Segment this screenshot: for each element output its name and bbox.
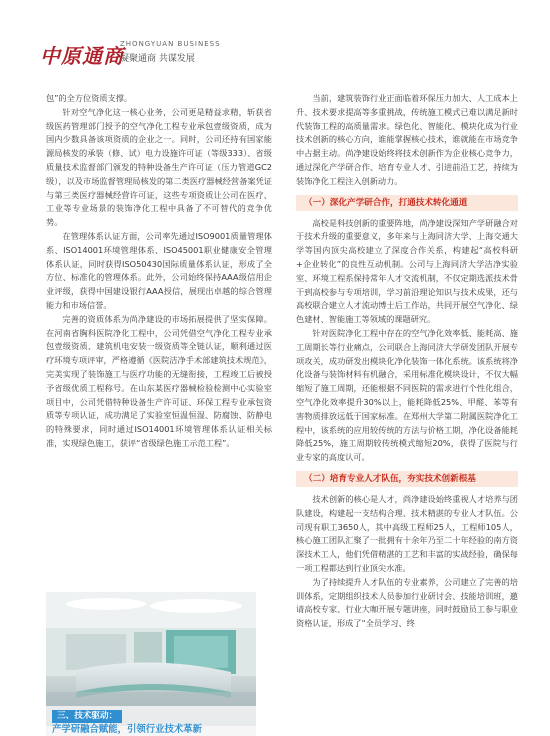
subsection-heading: （二）培育专业人才队伍，夯实技术创新根基 xyxy=(296,471,518,487)
section-title: 产学研融合赋能，引领行业技术革新 xyxy=(52,724,203,735)
paragraph: 在管理体系认证方面，公司率先通过ISO9001质量管理体系、ISO14001环境管理体系、ISO45001职业健康安全管理体系认证，同时获得ISO50430国际质量体系认证，形成了全方位、标准化的管理体系。此外，公司始终保持AAA级信用企业评级，获得中国建设银行AAA授信，展现出卓越的综合管理能力和市场信誉。 xyxy=(46,230,272,310)
paragraph: 针对空气净化这一核心业务，公司更是精益求精，斩获省级医药管理部门授予的空气净化工程专业承包壹级资质，成为国内少数具备该项资质的企业之一。同时，公司还持有国家能源局核发的承装（修、试）电力设施许可证（等级333）、省级质量技术监督部门颁发的特种设备生产许可证（压力管道GC2级），以及市场监督管理局核发的第二类医疗器械经营备案凭证与第三类医疗器械经营许可证，这些专项资质让公司在医疗、工业等专业场景的装饰净化工程中具备了不可替代的竞争优势。 xyxy=(46,106,272,228)
paragraph: 高校是科技创新的重要阵地，尚净建设深知产学研融合对于技术升级的重要意义，多年来与上海同济大学、上海交通大学等国内顶尖高校建立了深度合作关系，构建起“高校科研+企业转化”的良性互动机制。公司与上海同济大学洁净实验室、环境工程系保持常年人才交流机制，不仅定期选派技术骨干到高校参与专项培训，学习前沿理论知识与技术成果，还与高校联合建立人才流动博士后工作站，共同开展空气净化、绿色建材、智能施工等领域的课题研究。 xyxy=(296,217,518,325)
paragraph: 技术创新的核心是人才，尚净建设始终重视人才培养与团队建设，构建起一支结构合理、技术精湛的专业人才队伍。公司现有职工3650人，其中高级工程师25人，工程师105人，核心施工团队汇聚了一批拥有十余年乃至二十年经验的南方资深技术工人，他们凭借精湛的工艺和丰富的实战经验，确保每一项工程都达到行业顶尖水准。 xyxy=(296,493,518,573)
article-body xyxy=(46,92,518,735)
paragraph: 针对医院净化工程中存在的空气净化效率低、能耗高、施工周期长等行业痛点，公司联合上海同济大学研发团队开展专项攻关，成功研发出模块化净化装饰一体化系统。该系统将净化设备与装饰材料有机融合，采用标准化模块设计，不仅大幅缩短了施工周期，还能根据不同医院的需求进行个性化组合，空气净化效率提升30%以上，能耗降低25%、甲醛、苯等有害物质排放远低于国家标准。在郑州大学第二附属医院净化工程中，该系统的应用较传统的方法与价格工期，净化设备能耗降低25%，施工周期较传统模式缩短20%，获得了医院与行业专家的高度认可。 xyxy=(296,327,518,463)
left-column xyxy=(46,92,272,451)
paragraph: 包”的全方位资质支撑。 xyxy=(46,93,133,103)
paragraph: 完善的资质体系为尚净建设的市场拓展提供了坚实保障。在河南省胸科医院净化工程中，公司凭借空气净化工程专业承包壹级资质、建筑机电安装一级资质等全链认证，顺利通过医疗环境专项评审，严格遵循《医院洁净手术部建筑技术规范》，完美实现了装饰施工与医疗功能的无缝衔接，工程竣工后被授予省级优质工程称号。在山东某医疗器械检验检测中心实验室项目中，公司凭借特种设备生产许可证、环保工程专业承包资质等专项认证，成功满足了实验室恒温恒湿、防腐蚀、防静电的特殊要求，同时通过ISO14001环境管理体系认证相关标准，实现绿色施工，获评“省级绿色施工示范工程”。 xyxy=(46,313,272,448)
magazine-logo: 中原通商 xyxy=(40,44,124,68)
right-column xyxy=(296,92,518,631)
paragraph: 当前，建筑装饰行业正面临着环保压力加大、人工成本上升、技术要求提高等多重挑战，传统施工模式已难以满足新时代装饰工程的高质量需求。绿色化、智能化、模块化成为行业技术创新的核心方向，谁能掌握核心技术，谁就能在市场竞争中占据主动。尚净建设始终将技术创新作为企业核心竞争力，通过深化产学研合作、培育专业人才、引进前沿工艺，持续为装饰净化工程注入创新动力。 xyxy=(296,93,518,186)
magazine-name-en: ZHONGYUAN BUSINESS xyxy=(120,40,221,48)
paragraph: 为了持续提升人才队伍的专业素养，公司建立了完善的培训体系，定期组织技术人员参加行业研讨会、技能培训班，邀请高校专家、行业大咖开展专题讲座，同时鼓励员工参与职业资格认证，形成了“全员学习、终 xyxy=(296,576,518,629)
section-label: 三、技术驱动： xyxy=(52,710,122,723)
magazine-slogan: 凝聚通商 共谋发展 xyxy=(120,54,195,64)
section-banner xyxy=(46,706,256,736)
subsection-heading: （一）深化产学研合作，打通技术转化通道 xyxy=(296,195,518,211)
page-header xyxy=(0,0,550,72)
